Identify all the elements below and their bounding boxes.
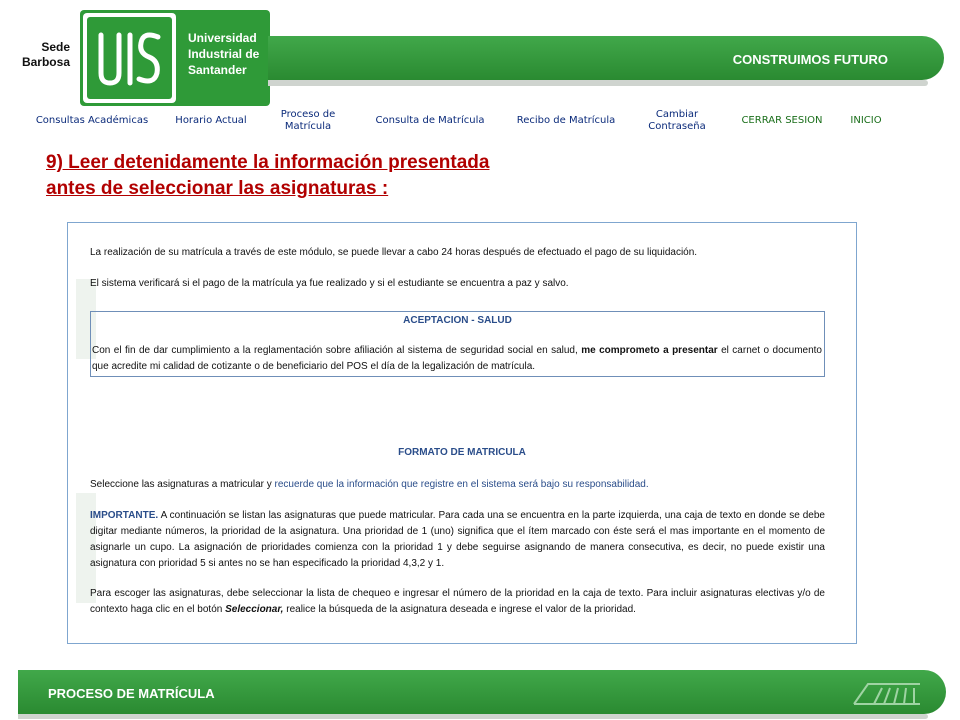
nav-cerrar-sesion[interactable]: CERRAR SESION (741, 115, 823, 126)
footer-band-shadow (18, 714, 928, 719)
health-acceptance-text (92, 343, 822, 375)
uis-seal (83, 13, 176, 103)
uis-seal-icon (87, 17, 172, 99)
info-paragraph-important (90, 508, 825, 572)
paragraph-text: Seleccione las asignaturas a matricular y (90, 479, 275, 490)
health-acceptance-box (90, 311, 825, 377)
info-paragraph-1: La realización de su matrícula a través de este módulo, se puede llevar a cabo 24 horas después de efectuado el pago de su liquidación. (90, 247, 698, 258)
nav-inicio[interactable]: INICIO (850, 115, 882, 126)
nav-consultas-academicas[interactable]: Consultas Académicas (35, 115, 149, 126)
main-nav (0, 106, 960, 140)
instruction-heading-line2: antes de seleccionar las asignaturas : (46, 178, 389, 199)
seleccionar-button-ref: Seleccionar, (225, 604, 284, 615)
responsibility-note: recuerde que la información que registre en el sistema será bajo su responsabilidad. (274, 479, 649, 490)
nav-consulta-de-matricula[interactable]: Consulta de Matrícula (375, 115, 485, 126)
paragraph-text: A continuación se listan las asignaturas que puede matricular. Para cada una se encuentra en la parte izquierda, una caja de texto en donde se debe digitar mediante números, la prioridad de la asignatura. Una prioridad de 1 (uno) significa que el ítem marcado con éste será el mas importante en el momento de asignarle un cupo. La asignación de prioridades comienza con la prioridad 1 y debe seguirse asignando de manera consecutiva, es decir, no puede existir una asignatura con prioridad 5 si antes no se han especificado la prioridad 4,3,2 y 1. (90, 510, 825, 569)
instruction-heading-line1: 9) Leer detenidamente la información presentada (46, 152, 490, 173)
nav-recibo-de-matricula[interactable]: Recibo de Matrícula (516, 115, 616, 126)
instruction-heading (46, 150, 646, 202)
university-name: Universidad Industrial de Santander (188, 31, 260, 77)
info-panel (67, 222, 857, 644)
info-paragraph-2: El sistema verificará si el pago de la matrícula ya fue realizado y si el estudiante se encuentra a paz y salvo. (90, 278, 569, 289)
header-band-shadow (268, 80, 928, 86)
nav-proceso-de-matricula[interactable]: Proceso de Matrícula (280, 109, 336, 132)
health-text-part: el carnet o documento que acredite mi calidad de cotizante o de beneficiario del POS el día de la legalización de matrícula. (92, 345, 822, 372)
nav-horario-actual[interactable]: Horario Actual (175, 115, 247, 126)
format-section-title: FORMATO DE MATRICULA (398, 447, 526, 458)
info-paragraph-3 (90, 477, 825, 493)
health-text-commitment: me comprometo a presentar (581, 345, 718, 356)
paragraph-text: Para escoger las asignaturas, debe seleccionar la lista de chequeo e ingresar el número de la prioridad en la caja de texto. Para incluir asignaturas electivas y/o de contexto haga clic en el botón (90, 588, 825, 615)
health-acceptance-title: ACEPTACION - SALUD (403, 315, 512, 326)
paragraph-text: realice la búsqueda de la asignatura deseada e ingrese el valor de la prioridad. (283, 604, 636, 615)
info-paragraph-5 (90, 586, 825, 618)
campus-label: Sede Barbosa (21, 40, 70, 69)
tagline: CONSTRUIMOS FUTURO (732, 52, 888, 67)
footer-title: PROCESO DE MATRÍCULA (48, 686, 215, 701)
nav-cambiar-contrasena[interactable]: Cambiar Contraseña (648, 109, 706, 132)
health-text-part: Con el fin de dar cumplimiento a la reglamentación sobre afiliación al sistema de seguridad social en salud, (92, 345, 582, 356)
important-label: IMPORTANTE. (90, 510, 159, 521)
uis-building-icon (852, 680, 922, 706)
